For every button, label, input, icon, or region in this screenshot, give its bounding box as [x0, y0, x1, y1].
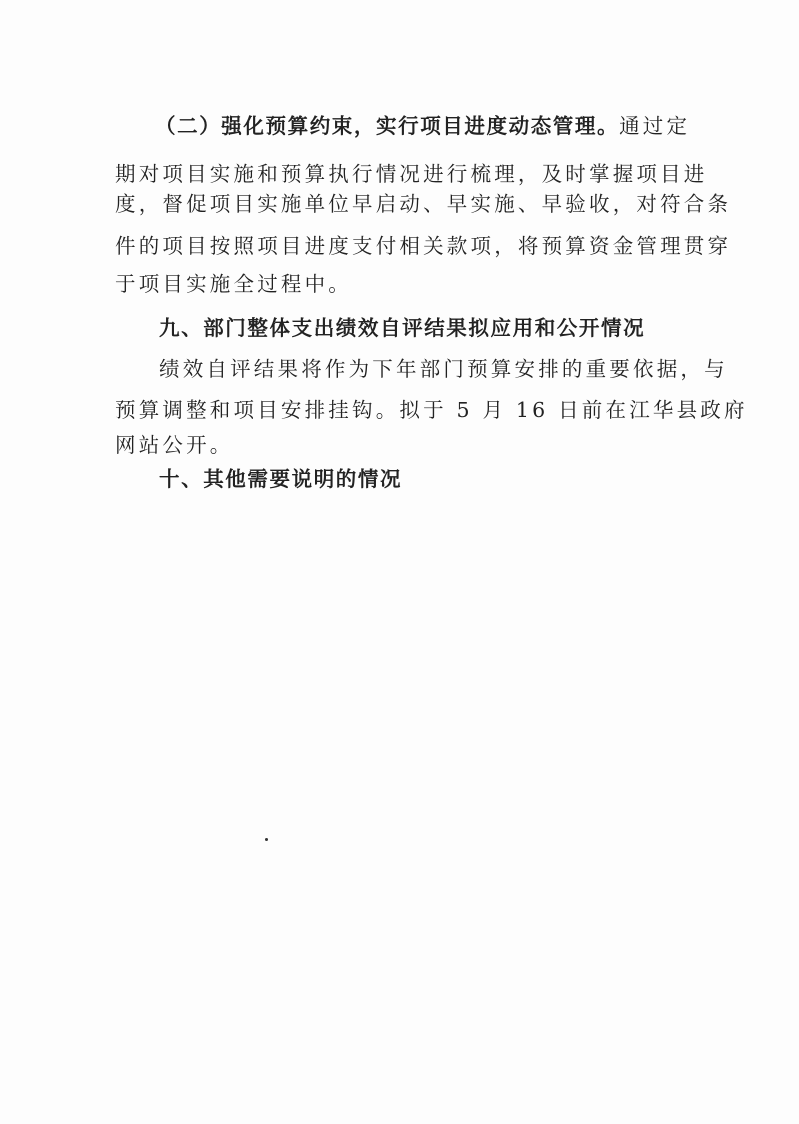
section-2-heading: （二）强化预算约束，实行项目进度动态管理。 [155, 114, 620, 138]
paragraph-2-line-2: 期对项目实施和预算执行情况进行梳理，及时掌握项目进 [115, 162, 708, 186]
paragraph-9-line-2: 预算调整和项目安排挂钩。拟于 5 月 16 日前在江华县政府 [115, 398, 748, 422]
paragraph-9-line-3: 网站公开。 [115, 433, 234, 457]
paragraph-9-heading-line [115, 314, 680, 342]
section-9-heading: 九、部门整体支出绩效自评结果拟应用和公开情况 [159, 316, 646, 340]
section-2-line-1-text: 通过定 [619, 114, 691, 138]
paragraph-2-line-1 [115, 112, 691, 140]
paragraph-10-heading-line [115, 465, 680, 493]
paragraph-2-line-3: 度，督促项目实施单位早启动、早实施、早验收，对符合条 [115, 192, 732, 216]
paragraph-2-line-4: 件的项目按照项目进度支付相关款项，将预算资金管理贯穿 [115, 234, 732, 258]
section-9-line-1-text: 绩效自评结果将作为下年部门预算安排的重要依据，与 [159, 357, 728, 381]
section-10-heading: 十、其他需要说明的情况 [159, 467, 403, 491]
scan-speck [265, 838, 268, 841]
paragraph-9-line-1 [115, 355, 728, 383]
paragraph-2-line-5: 于项目实施全过程中。 [115, 272, 352, 296]
